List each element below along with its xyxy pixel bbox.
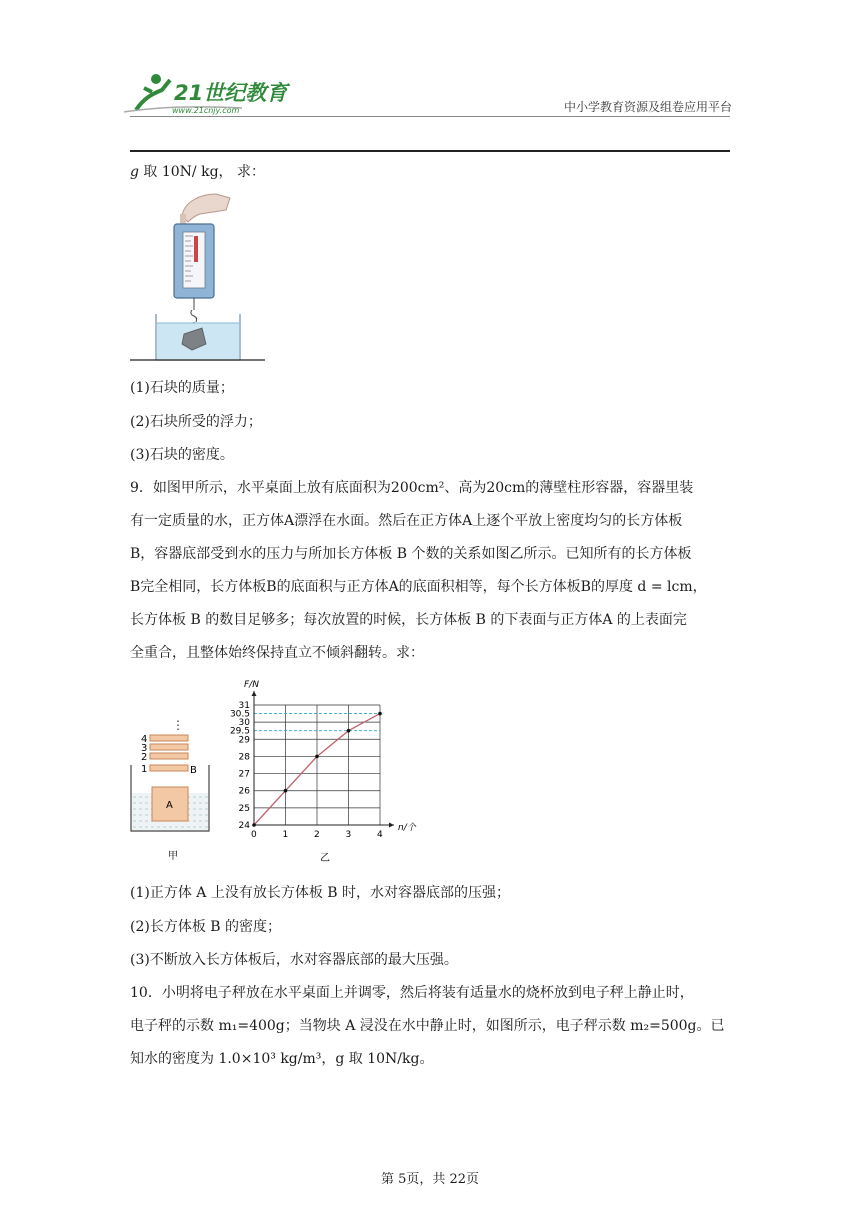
q8-g-text: 取 10N/ kg， 求： xyxy=(138,164,265,180)
plate-label-2: 2 xyxy=(141,752,148,763)
q9-line-4: B完全相同，长方体板B的底面积与正方体A的底面积相等，每个长方体板B的厚度 d = lcm， xyxy=(130,579,707,595)
y-tick-label: 31 xyxy=(238,701,250,711)
data-point xyxy=(378,712,382,716)
q10-line-1: 10．小明将电子秤放在水平桌面上并调零，然后将装有适量水的烧杯放到电子秤上静止时， xyxy=(130,985,694,1001)
figure-jia xyxy=(128,715,228,865)
q9-line-3: B，容器底部受到水的压力与所加长方体板 B 个数的关系如图乙所示。已知所有的长方体板 xyxy=(130,546,692,562)
x-tick-label: 0 xyxy=(251,830,257,840)
header-divider xyxy=(130,150,730,152)
figure-yi-chart xyxy=(226,675,426,865)
y-tick-label: 27 xyxy=(238,769,250,780)
q9-item-2: (2)长方体板 B 的密度； xyxy=(130,919,282,935)
header-divider-thin xyxy=(130,116,730,117)
g-symbol: g xyxy=(130,164,139,180)
cube-label-a: A xyxy=(166,800,173,811)
chart-ylabel: F/N xyxy=(244,680,259,690)
plate-label-4: 4 xyxy=(141,734,148,745)
x-tick-label: 3 xyxy=(345,830,352,840)
q9-line-5: 长方体板 B 的数目足够多；每次放置的时候，长方体板 B 的下表面与正方体A 的上表面完 xyxy=(130,612,687,628)
plate-label-b: B xyxy=(190,765,197,776)
q8-g-line xyxy=(130,161,265,181)
x-axis-arrow xyxy=(389,823,394,828)
plate-label-1: 1 xyxy=(141,764,148,775)
y-tick-label: 29 xyxy=(238,735,250,746)
caption-yi: 乙 xyxy=(320,853,330,864)
page-number: 第 5页，共 22页 xyxy=(380,1172,480,1187)
logo-graphic xyxy=(122,68,292,118)
chart-xlabel: n/个 xyxy=(398,823,416,833)
chart-grid xyxy=(254,705,380,825)
q8-item-1: (1)石块的质量； xyxy=(130,380,234,396)
chart-axes xyxy=(252,691,395,828)
site-logo[interactable] xyxy=(122,68,292,118)
q10-line-3: 知水的密度为 1.0×10³ kg/m³，g 取 10N/kg。 xyxy=(130,1051,434,1067)
y-tick-label: 30 xyxy=(238,718,250,729)
y-tick-label: 25 xyxy=(238,803,250,814)
x-tick-label: 4 xyxy=(377,830,383,840)
data-point xyxy=(284,789,288,793)
logo-text: 21世纪教育 xyxy=(174,81,288,105)
x-tick-label: 1 xyxy=(282,830,289,840)
data-point xyxy=(252,823,256,827)
stack-dots: ⋮ xyxy=(172,718,184,732)
x-tick-label: 2 xyxy=(314,830,320,840)
y-tick-label: 29.5 xyxy=(229,726,250,737)
q8-item-2: (2)石块所受的浮力； xyxy=(130,414,262,430)
q8-item-3: (3)石块的密度。 xyxy=(130,447,234,463)
platform-label: 中小学教育资源及组卷应用平台 xyxy=(563,100,732,114)
caption-jia: 甲 xyxy=(168,851,178,862)
q9-line-2: 有一定质量的水，正方体A漂浮在水面。然后在正方体A上逐个平放上密度均匀的长方体板 xyxy=(130,513,683,529)
y-tick-label: 30.5 xyxy=(229,709,250,720)
q9-item-1: (1)正方体 A 上没有放长方体板 B 时，水对容器底部的压强； xyxy=(130,885,511,901)
y-tick-label: 28 xyxy=(238,752,250,763)
logo-url: www.21cnjy.com xyxy=(172,106,240,115)
q9-line-1: 9．如图甲所示，水平桌面上放有底面积为200cm²、高为20cm的薄壁柱形容器，容器里装 xyxy=(130,480,694,496)
plates-stack xyxy=(150,735,188,771)
y-tick-label: 24 xyxy=(238,821,250,831)
q9-line-6: 全重合，且整体始终保持直立不倾斜翻转。求： xyxy=(130,645,424,661)
y-tick-label: 26 xyxy=(238,786,250,797)
y-axis-arrow xyxy=(252,691,257,696)
q9-item-3: (3)不断放入长方体板后，水对容器底部的最大压强。 xyxy=(130,952,458,968)
data-point xyxy=(347,729,351,733)
data-point xyxy=(315,755,319,759)
spring-scale-figure xyxy=(130,188,270,363)
q10-line-2: 电子秤的示数 m₁=400g；当物块 A 浸没在水中静止时，如图所示，电子秤示数 m₂=500g。已 xyxy=(130,1018,725,1034)
plate-label-3: 3 xyxy=(141,743,148,754)
